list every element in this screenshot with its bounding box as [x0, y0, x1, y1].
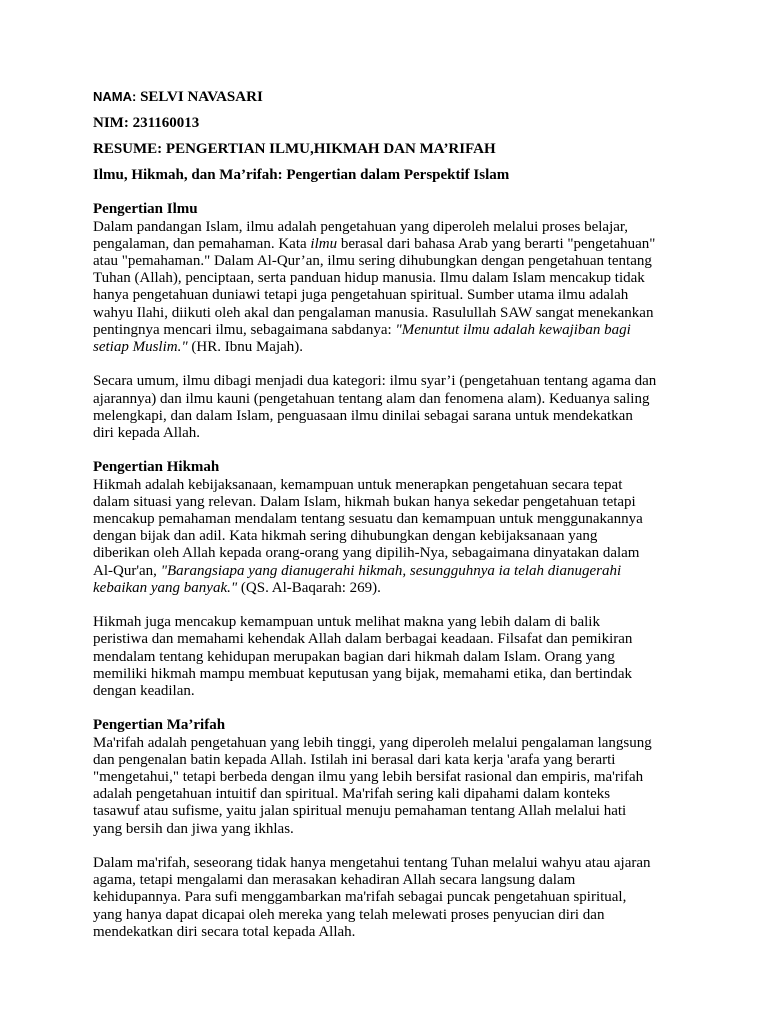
text-line: tasawuf atau sufisme, yaitu jalan spiritual menuju pemahaman tentang Allah melalui hati: [93, 803, 627, 820]
paragraph-ilmu-1: [93, 219, 685, 357]
text-line: adalah pengetahuan intuitif dan spiritual. Ma'rifah sering kali dipahami dalam konteks: [93, 786, 611, 803]
text-line: agama, tetapi mengalami dan merasakan kehadiran Allah secara langsung dalam: [93, 872, 576, 889]
hadith-quote: "Menuntut ilmu adalah kewajiban bagi: [395, 321, 631, 338]
paragraph-marifah-1: [93, 735, 685, 838]
nim-line: NIM: 231160013: [93, 115, 200, 131]
paragraph-hikmah-2: [93, 614, 685, 700]
text-line: Secara umum, ilmu dibagi menjadi dua kategori: ilmu syar’i (pengetahuan tentang agama dan: [93, 373, 657, 390]
text-line: hanya pengetahuan duniawi tetapi juga pengetahuan spiritual. Sumber utama ilmu adalah: [93, 287, 629, 304]
name-label: NAMA:: [93, 89, 137, 104]
quran-quote: "Barangsiapa yang dianugerahi hikmah, sesungguhnya ia telah dianugerahi: [160, 562, 622, 579]
text-line: mencakup pemahaman mendalam tentang sesuatu dan kemampuan untuk menggunakannya: [93, 511, 643, 528]
name-line: [93, 88, 685, 106]
text-line: [93, 580, 685, 597]
text-line: dan pengenalan batin kepada Allah. Istilah ini berasal dari kata kerja 'arafa yang berarti: [93, 751, 616, 768]
text-line: diri kepada Allah.: [93, 425, 201, 442]
text-run: berasal dari bahasa Arab yang berarti "pengetahuan": [337, 235, 656, 252]
italic-term: ilmu: [310, 235, 338, 252]
text-line: atau "pemahaman." Dalam Al-Qur’an, ilmu sering dihubungkan dengan pengetahuan tentang: [93, 253, 652, 269]
text-line: Hikmah adalah kebijaksanaan, kemampuan untuk menerapkan pengetahuan secara tepat: [93, 476, 623, 493]
text-run: pentingnya mencari ilmu, sebagaimana sabdanya:: [93, 321, 396, 338]
name-value: SELVI NAVASARI: [140, 89, 263, 105]
quran-quote: kebaikan yang banyak.": [93, 579, 238, 596]
text-line: dengan bijak dan adil. Kata hikmah sering dihubungkan dengan kebijaksanaan yang: [93, 528, 598, 545]
text-line: diberikan oleh Allah kepada orang-orang yang dipilih-Nya, sebagaimana dinyatakan dalam: [93, 545, 640, 562]
heading-ilmu: Pengertian Ilmu: [93, 201, 198, 218]
text-line: dalam situasi yang relevan. Dalam Islam, hikmah bukan hanya sekedar pengetahuan tetapi: [93, 493, 636, 510]
paragraph-marifah-2: [93, 855, 685, 941]
text-run: (QS. Al-Baqarah: 269).: [237, 579, 381, 596]
text-line: Dalam pandangan Islam, ilmu adalah pengetahuan yang diperoleh melalui proses belajar,: [93, 218, 629, 235]
text-run: Al-Qur'an,: [93, 562, 161, 579]
hadith-quote: setiap Muslim.": [93, 339, 188, 356]
heading-marifah: Pengertian Ma’rifah: [93, 717, 226, 734]
text-line: wahyu Ilahi, diikuti oleh akal dan pengalaman manusia. Rasulullah SAW sangat menekankan: [93, 304, 654, 321]
text-run: pengalaman, dan pemahaman. Kata: [93, 235, 311, 252]
text-line: Ma'rifah adalah pengetahuan yang lebih tinggi, yang diperoleh melalui pengalaman langsung: [93, 734, 652, 751]
paragraph-ilmu-2: [93, 373, 685, 442]
text-line: yang hanya dapat dicapai oleh mereka yang telah melewati proses penyucian diri dan: [93, 906, 605, 923]
text-line: mendalam tentang kehidupan merupakan bagian dari hikmah dalam Islam. Orang yang: [93, 648, 615, 665]
text-line: dengan keadilan.: [93, 683, 195, 700]
text-run: (HR. Ibnu Majah).: [187, 339, 304, 356]
text-line: melengkapi, dan dalam Islam, penguasaan ilmu dinilai sebagai sarana untuk mendekatkan: [93, 407, 633, 424]
text-line: [93, 322, 685, 339]
text-line: Dalam ma'rifah, seseorang tidak hanya mengetahui tentang Tuhan melalui wahyu atau ajaran: [93, 855, 651, 872]
heading-hikmah: Pengertian Hikmah: [93, 459, 220, 476]
text-line: ajarannya) dan ilmu kauni (pengetahuan tentang alam dan fenomena alam). Keduanya saling: [93, 390, 650, 407]
text-line: Hikmah juga mencakup kemampuan untuk melihat makna yang lebih dalam di balik: [93, 614, 600, 631]
document-body: [93, 88, 685, 958]
text-line: kehidupannya. Para sufi menggambarkan ma'rifah sebagai puncak pengetahuan spiritual,: [93, 889, 627, 906]
paragraph-hikmah-1: [93, 477, 685, 597]
text-line: yang bersih dan jiwa yang ikhlas.: [93, 820, 294, 837]
text-line: memiliki hikmah mampu membuat keputusan yang bijak, memahami etika, dan bertindak: [93, 665, 633, 682]
text-line: [93, 563, 685, 580]
text-line: "mengetahui," tetapi berbeda dengan ilmu yang lebih bersifat rasional dan empiris, ma'rifah: [93, 769, 644, 786]
text-line: mendekatkan diri secara total kepada Allah.: [93, 923, 356, 940]
text-line: [93, 236, 685, 253]
text-line: Tuhan (Allah), penciptaan, serta panduan hidup manusia. Ilmu dalam Islam mencakup tidak: [93, 270, 645, 287]
document-title: Ilmu, Hikmah, dan Ma’rifah: Pengertian dalam Perspektif Islam: [93, 167, 510, 183]
resume-title: RESUME: PENGERTIAN ILMU,HIKMAH DAN MA’RIFAH: [93, 141, 496, 157]
text-line: [93, 339, 685, 356]
text-line: peristiwa dan memahami kehendak Allah dalam berbagai keadaan. Filsafat dan pemikiran: [93, 631, 633, 648]
